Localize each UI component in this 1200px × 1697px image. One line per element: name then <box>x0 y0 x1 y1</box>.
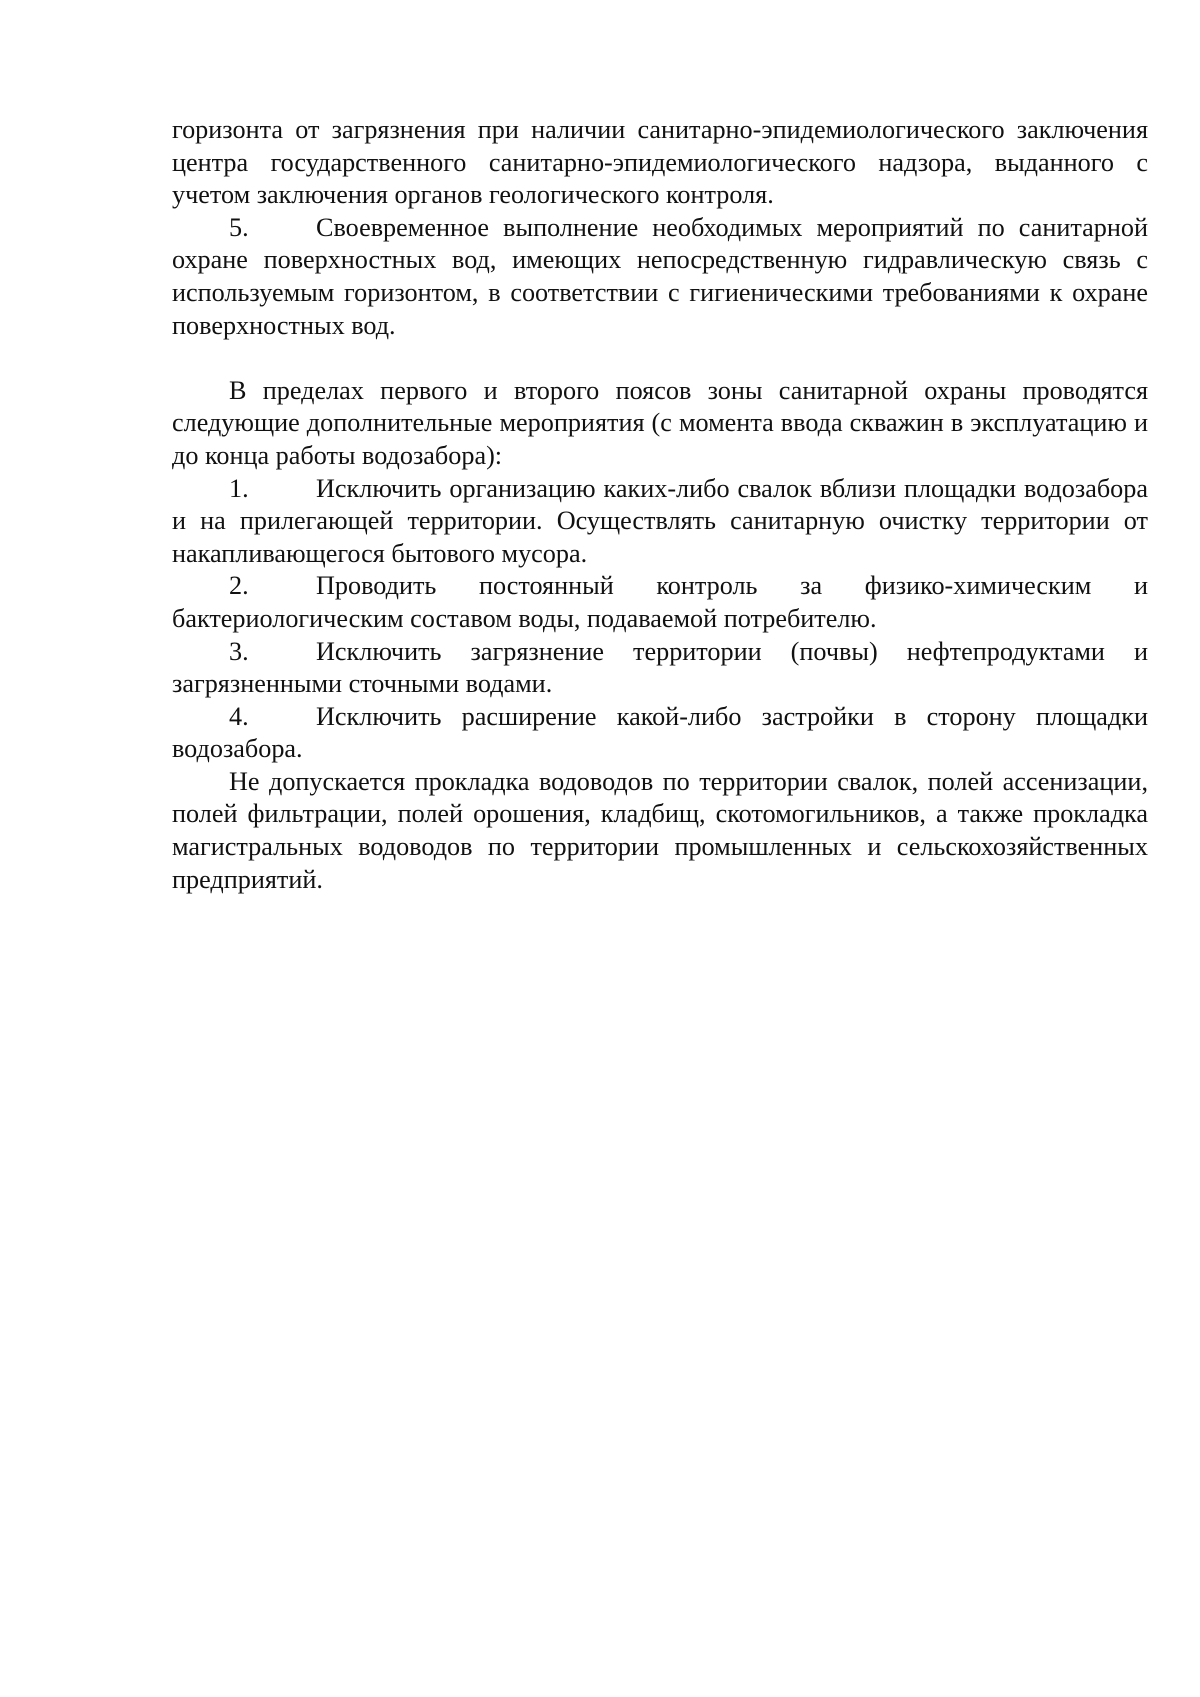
list-item-4 <box>172 701 1148 766</box>
paragraph-spacer <box>172 342 1148 375</box>
list-item-5 <box>172 212 1148 342</box>
list-item-text: Проводить постоянный контроль за физико-химическим и бактериологическим составом воды, подаваемой потребителю. <box>172 571 1148 633</box>
list-item-text: Исключить загрязнение территории (почвы) нефтепродуктами и загрязненными сточными водами. <box>172 636 1148 699</box>
list-item-text: Своевременное выполнение необходимых мероприятий по санитарной охране поверхностных вод, имеющих непосредственную гидравлическую связь с используемым горизонтом, в соответствии с гигиеническими требованиями к охране поверхностных вод. <box>172 212 1148 340</box>
closing-paragraph: Не допускается прокладка водоводов по территории свалок, полей ассенизации, полей фильтрации, полей орошения, кладбищ, скотомогильников, а также прокладка магистральных водоводов по территории промышленных и сельскохозяйственных предприятий. <box>172 766 1148 894</box>
list-item-number: 5. <box>229 212 249 242</box>
intro-continuation-paragraph: горизонта от загрязнения при наличии санитарно-эпидемиологического заключения центра государственного санитарно-эпидемиологического надзора, выданного с учетом заключения органов геологического контроля. <box>172 115 1148 210</box>
list-item-number: 1. <box>229 473 249 503</box>
list-item-3 <box>172 636 1148 701</box>
document-body <box>172 114 1148 896</box>
section-intro-paragraph: В пределах первого и второго поясов зоны санитарной охраны проводятся следующие дополнительные мероприятия (с момента ввода скважин в эксплуатацию и до конца работы водозабора): <box>172 375 1148 470</box>
list-item-text: Исключить расширение какой-либо застройки в сторону площадки водозабора. <box>172 701 1148 764</box>
list-item-number: 2. <box>229 571 249 601</box>
list-item-number: 3. <box>229 636 249 666</box>
list-item-1 <box>172 473 1148 571</box>
list-item-text: Исключить организацию каких-либо свалок вблизи площадки водозабора и на прилегающей территории. Осуществлять санитарную очистку территории от накапливающегося бытового мусора. <box>172 473 1148 568</box>
list-item-2 <box>172 570 1148 635</box>
list-item-number: 4. <box>229 701 249 731</box>
